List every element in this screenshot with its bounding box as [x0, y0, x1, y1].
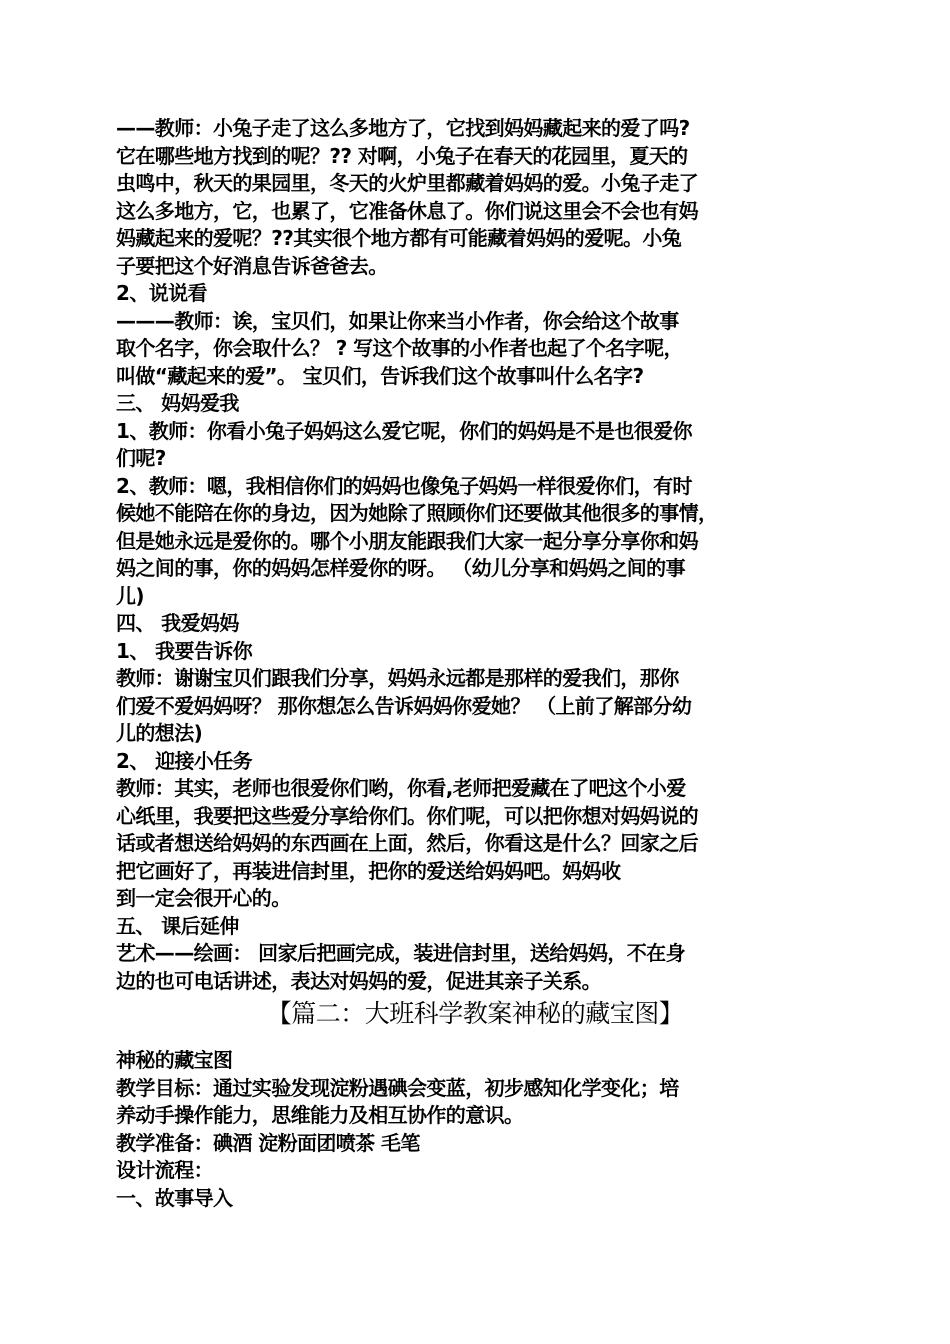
text-line: ——教师：小兔子走了这么多地方了，它找到妈妈藏起来的爱了吗?	[116, 116, 690, 140]
section-two-text	[116, 1047, 846, 1212]
text-line: 边的也可电话讲述，表达对妈妈的爱，促进其亲子关系。	[116, 968, 601, 993]
text-line: 候她不能陪在你的身边，因为她除了照顾你们还要做其他很多的事情，	[116, 501, 718, 525]
text-line: 儿)	[116, 583, 144, 608]
text-line: 四、 我爱妈妈	[116, 611, 239, 635]
text-line: 2、教师：嗯，我相信你们的妈妈也像兔子妈妈一样很爱你们，有时	[116, 473, 692, 498]
text-line: 2、 迎接小任务	[116, 748, 253, 773]
text-line: 们爱不爱妈妈呀？ 那你想怎么告诉妈妈你爱她？ （上前了解部分幼	[116, 693, 692, 718]
text-line: 虫鸣中，秋天的果园里，冬天的火炉里都藏着妈妈的爱。小兔子走了	[116, 171, 698, 195]
text-line: 取个名字，你会取什么？ ? 写这个故事的小作者也起了个名字呢，	[116, 336, 683, 360]
text-line: 叫做“藏起来的爱”。 宝贝们，告诉我们这个故事叫什么名字?	[116, 363, 644, 388]
text-line: 子要把这个好消息告诉爸爸去。	[116, 253, 388, 278]
text-line: 养动手操作能力，思维能力及相互协作的意识。	[116, 1103, 524, 1127]
text-line: 1、 我要告诉你	[116, 638, 253, 663]
text-line: ———教师：诶，宝贝们，如果让你来当小作者，你会给这个故事	[116, 308, 679, 333]
text-line: 们呢?	[116, 446, 166, 470]
text-line: 到一定会很开心的。	[116, 886, 291, 910]
text-line: 教师：谢谢宝贝们跟我们分享，妈妈永远都是那样的爱我们，那你	[116, 666, 679, 690]
text-line: 妈藏起来的爱呢？??其实很个地方都有可能藏着妈妈的爱呢。小兔	[116, 226, 682, 250]
text-line: 这么多地方，它，也累了，它准备休息了。你们说这里会不会也有妈	[116, 198, 698, 223]
text-line: 教师：其实，老师也很爱你们哟，你看,老师把爱藏在了吧这个小爱	[116, 776, 686, 800]
text-line: 儿的想法)	[116, 721, 203, 745]
text-line: 心纸里，我要把这些爱分享给你们。你们呢，可以把你想对妈妈说的	[116, 803, 698, 828]
text-line: 它在哪些地方找到的呢？?? 对啊，小兔子在春天的花园里，夏天的	[116, 143, 688, 168]
text-line: 神秘的藏宝图	[116, 1048, 233, 1072]
text-line: 妈之间的事，你的妈妈怎样爱你的呀。 （幼儿分享和妈妈之间的事	[116, 556, 685, 580]
text-line: 教学目标：通过实验发现淀粉遇碘会变蓝，初步感知化学变化；培	[116, 1075, 679, 1100]
text-line: 但是她永远是爱你的。哪个小朋友能跟我们大家一起分享分享你和妈	[116, 528, 698, 553]
text-line: 话或者想送给妈妈的东西画在上面，然后，你看这是什么？回家之后	[116, 831, 698, 855]
section-one-text	[116, 115, 846, 995]
text-line: 2、说说看	[116, 281, 207, 305]
text-line: 设计流程：	[116, 1158, 213, 1182]
text-line: 教学准备：碘酒 淀粉面团喷茶 毛笔	[116, 1130, 420, 1155]
text-line: 把它画好了，再装进信封里，把你的爱送给妈妈吧。妈妈收	[116, 858, 621, 883]
section-two-title: 【篇二：大班科学教案神秘的藏宝图】	[266, 999, 684, 1028]
text-line: 1、教师：你看小兔子妈妈这么爱它呢，你们的妈妈是不是也很爱你	[116, 418, 692, 443]
text-line: 三、 妈妈爱我	[116, 391, 239, 415]
text-line: 艺术——绘画： 回家后把画完成，装进信封里，送给妈妈，不在身	[116, 941, 685, 965]
text-line: 五、 课后延伸	[116, 913, 239, 938]
text-line: 一、故事导入	[116, 1185, 233, 1210]
